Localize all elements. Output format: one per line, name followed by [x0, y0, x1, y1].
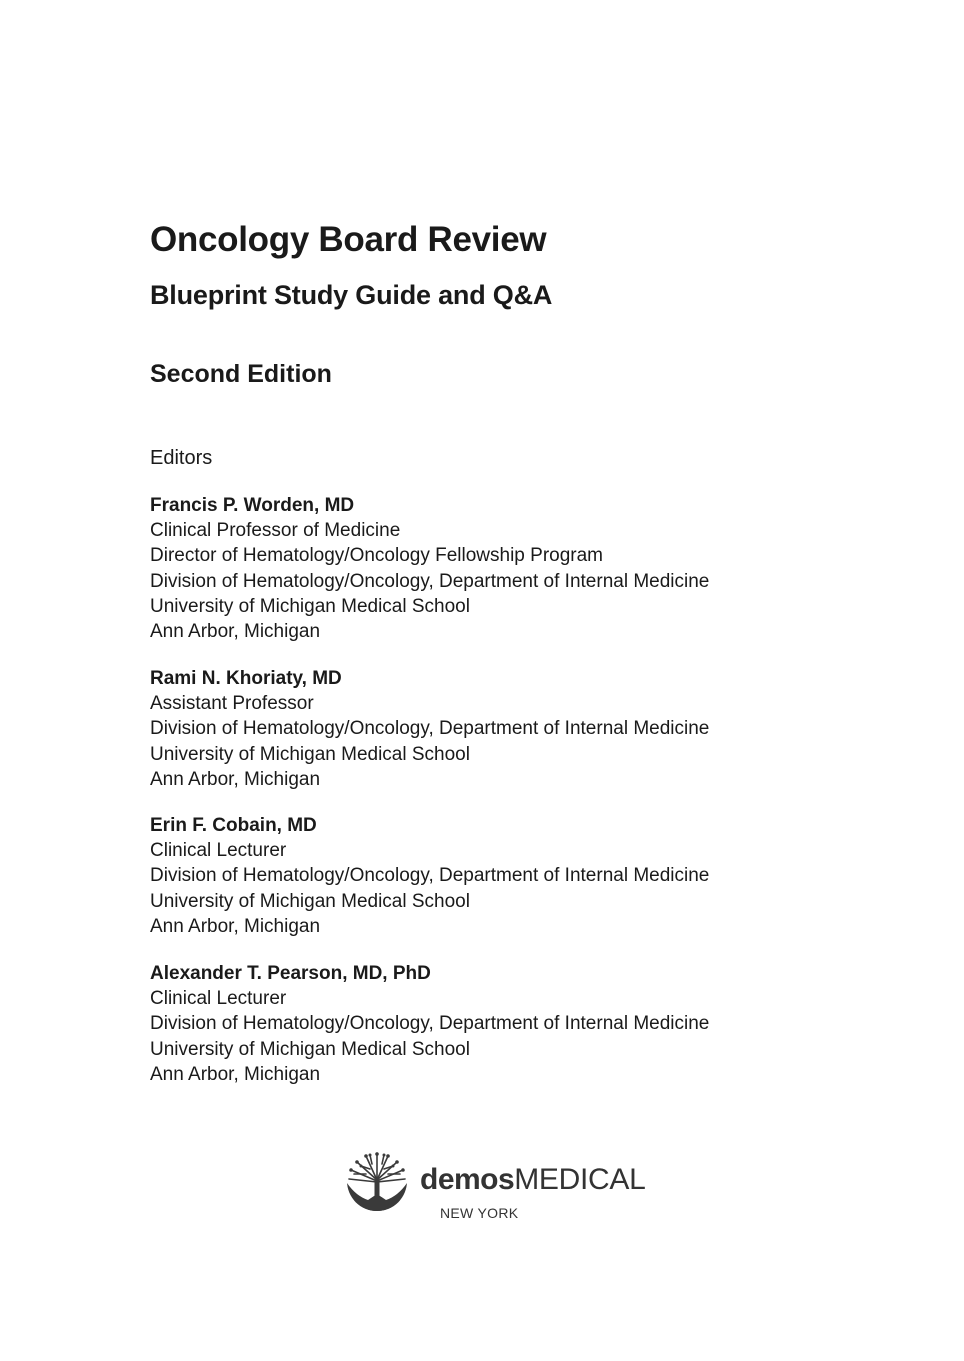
editor-affiliation-line: Clinical Lecturer	[150, 988, 287, 1010]
editor-affiliation-line: Assistant Professor	[150, 693, 314, 715]
publisher-name-bold: demos	[420, 1163, 515, 1196]
editor-affiliation-line: Director of Hematology/Oncology Fellowship Program	[150, 545, 604, 567]
publisher-name-light: MEDICAL	[514, 1163, 646, 1196]
editor-affiliation-line: Ann Arbor, Michigan	[150, 915, 321, 937]
publisher-logo	[346, 1150, 646, 1230]
editor-affiliation-line: Ann Arbor, Michigan	[150, 768, 321, 790]
book-edition: Second Edition	[150, 360, 332, 388]
editor-block	[150, 666, 850, 792]
editor-affiliation-line: University of Michigan Medical School	[150, 1038, 470, 1060]
editor-name: Rami N. Khoriaty, MD	[150, 668, 342, 689]
editor-name: Alexander T. Pearson, MD, PhD	[150, 963, 431, 984]
book-title: Oncology Board Review	[150, 220, 547, 259]
editor-affiliation-line: University of Michigan Medical School	[150, 890, 470, 912]
editor-affiliation-line: Division of Hematology/Oncology, Department of Internal Medicine	[150, 570, 710, 592]
editor-affiliation-line: Division of Hematology/Oncology, Department of Internal Medicine	[150, 1013, 710, 1035]
editor-affiliation-line: Clinical Lecturer	[150, 840, 287, 862]
editor-affiliation-line: University of Michigan Medical School	[150, 595, 470, 617]
editor-affiliation-line: Division of Hematology/Oncology, Department of Internal Medicine	[150, 718, 710, 740]
editor-block	[150, 813, 850, 939]
editor-affiliation-line: Ann Arbor, Michigan	[150, 1063, 321, 1085]
editor-name: Francis P. Worden, MD	[150, 495, 355, 516]
editor-affiliation-line: Division of Hematology/Oncology, Department of Internal Medicine	[150, 865, 710, 887]
editor-affiliation-line: Clinical Professor of Medicine	[150, 520, 401, 542]
editors-label: Editors	[150, 447, 213, 469]
editor-affiliation-line: University of Michigan Medical School	[150, 743, 470, 765]
book-subtitle: Blueprint Study Guide and Q&A	[150, 280, 553, 310]
tree-icon	[346, 1150, 408, 1212]
editor-block	[150, 961, 850, 1087]
publisher-name	[420, 1162, 645, 1198]
editor-name: Erin F. Cobain, MD	[150, 815, 317, 836]
editor-affiliation-line: Ann Arbor, Michigan	[150, 620, 321, 642]
editor-block	[150, 493, 850, 644]
publisher-city: NEW YORK	[440, 1205, 519, 1221]
